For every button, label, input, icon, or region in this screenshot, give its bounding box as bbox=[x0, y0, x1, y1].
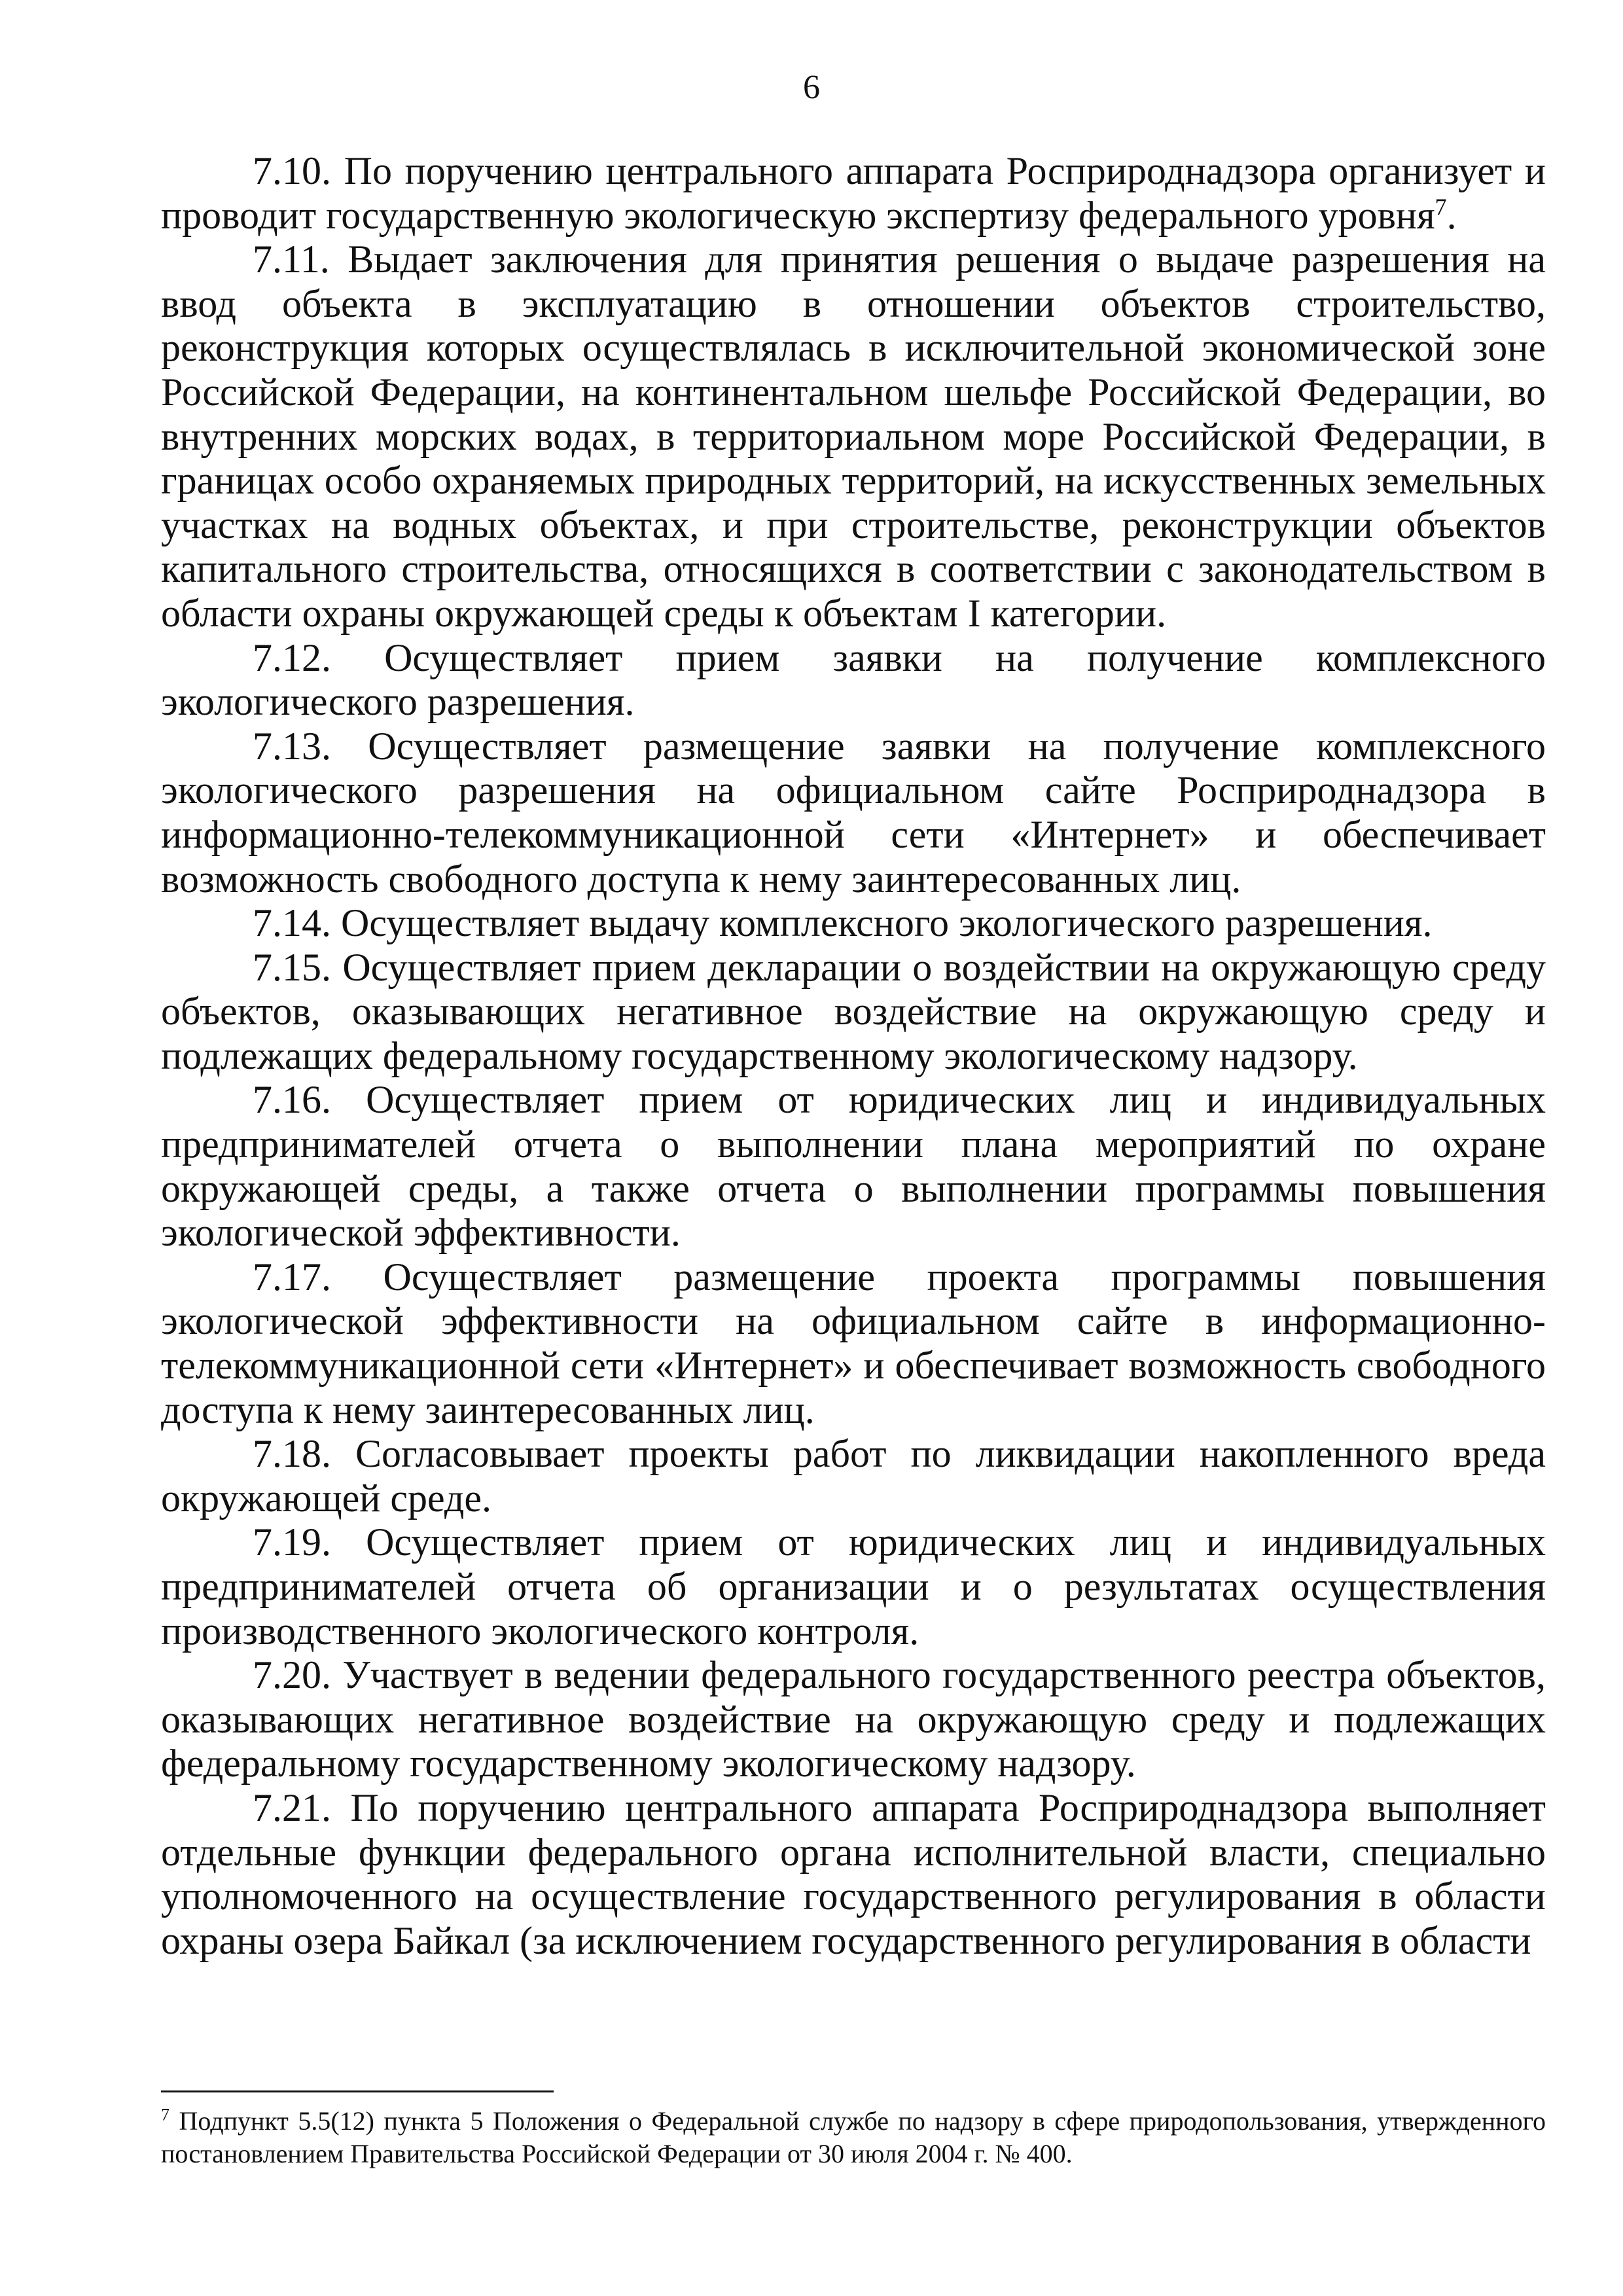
footnote-separator bbox=[161, 2090, 554, 2092]
paragraph-7-17: 7.17. Осуществляет размещение проекта программы повышения экологической эффективности на официальном сайте в информационно-телекоммуникационной сети «Интернет» и обеспечивает возможность свободного доступа к нему заинтересованных лиц. bbox=[161, 1255, 1546, 1431]
paragraph-7-20: 7.20. Участвует в ведении федерального государственного реестра объектов, оказывающих негативное воздействие на окружающую среду и подлежащих федеральному государственному экологическому надзору. bbox=[161, 1653, 1546, 1785]
paragraph-end-punctuation: . bbox=[1446, 193, 1457, 237]
paragraph-7-16: 7.16. Осуществляет прием от юридических лиц и индивидуальных предпринимателей отчета о выполнении плана мероприятий по охране окружающей среды, а также отчета о выполнении программы повышения экологической эффективности. bbox=[161, 1078, 1546, 1255]
paragraph-7-18: 7.18. Согласовывает проекты работ по ликвидации накопленного вреда окружающей среде. bbox=[161, 1432, 1546, 1520]
paragraph-7-19: 7.19. Осуществляет прием от юридических лиц и индивидуальных предпринимателей отчета об организации и о результатах осуществления производственного экологического контроля. bbox=[161, 1520, 1546, 1653]
footnote bbox=[161, 2105, 1546, 2170]
paragraph-7-14: 7.14. Осуществляет выдачу комплексного экологического разрешения. bbox=[253, 901, 1433, 945]
paragraph-7-10 bbox=[161, 149, 1546, 238]
footnote-number: 7 bbox=[161, 2105, 169, 2125]
paragraph-7-13: 7.13. Осуществляет размещение заявки на получение комплексного экологического разрешения на официальном сайте Росприроднадзора в информационно-телекоммуникационной сети «Интернет» и обеспечивает возможность свободного доступа к нему заинтересованных лиц. bbox=[161, 724, 1546, 901]
paragraph-7-21: 7.21. По поручению центрального аппарата Росприроднадзора выполняет отдельные функции федерального органа исполнительной власти, специально уполномоченного на осуществление государственного регулирования в области охраны озера Байкал (за исключением государственного регулирования в области bbox=[161, 1785, 1546, 1962]
footnote-text: Подпункт 5.5(12) пункта 5 Положения о Федеральной службе по надзору в сфере природопользования, утвержденного постановлением Правительства Российской Федерации от 30 июля 2004 г. № 400. bbox=[161, 2106, 1546, 2168]
paragraph-7-15: 7.15. Осуществляет прием декларации о воздействии на окружающую среду объектов, оказывающих негативное воздействие на окружающую среду и подлежащих федеральному государственному экологическому надзору. bbox=[161, 945, 1546, 1077]
paragraph-7-11: 7.11. Выдает заключения для принятия решения о выдаче разрешения на ввод объекта в эксплуатацию в отношении объектов строительство, реконструкция которых осуществлялась в исключительной экономической зоне Российской Федерации, на континентальном шельфе Российской Федерации, во внутренних морских водах, в территориальном море Российской Федерации, в границах особо охраняемых природных территорий, на искусственных земельных участках на водных объектах, и при строительстве, реконструкции объектов капитального строительства, относящихся в соответствии с законодательством в области охраны окружающей среды к объектам I категории. bbox=[161, 238, 1546, 635]
footnote-reference: 7 bbox=[1435, 193, 1447, 220]
page-number: 6 bbox=[803, 69, 820, 106]
paragraph-7-12: 7.12. Осуществляет прием заявки на получение комплексного экологического разрешения. bbox=[161, 636, 1546, 724]
paragraph-text: 7.10. По поручению центрального аппарата Росприроднадзора организует и проводит государственную экологическую экспертизу федерального уровня bbox=[161, 149, 1546, 237]
document-body bbox=[161, 149, 1546, 1963]
